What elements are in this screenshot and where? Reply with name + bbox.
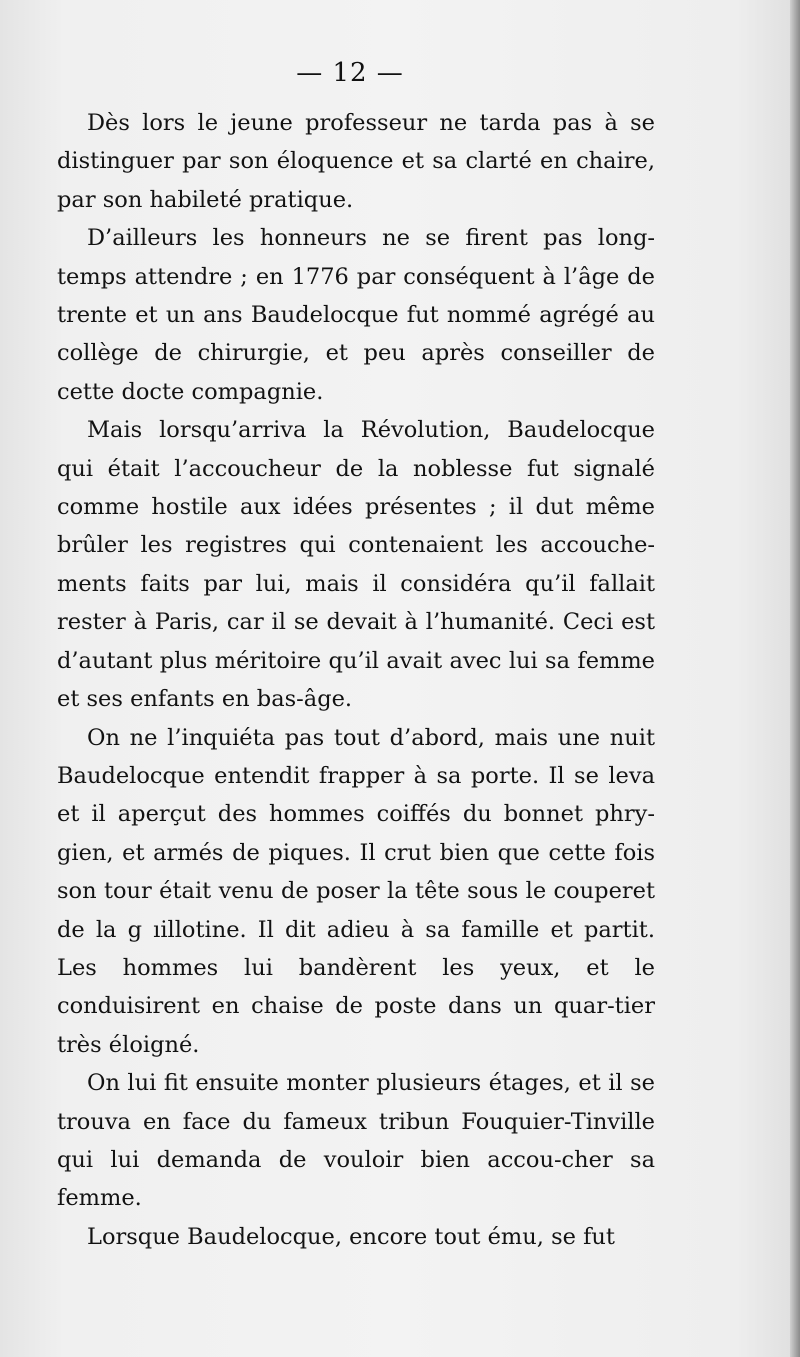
paragraph-5: On lui fit ensuite monter plusieurs étages, et il se trouva en face du fameux tribun Fouquier-Tinville qui lui demanda de vouloir bien accou-cher sa femme. xyxy=(57,1070,655,1212)
paragraph-4: On ne l’inquiéta pas tout d’abord, mais une nuit Baudelocque entendit frapper à sa porte. Il se leva et il aperçut des hommes coiffés du bonnet phry-gien, et armés de piques. Il crut bien que cette fois son tour était venu de poser la tête sous le couperet de la g ıillotine. Il dit adieu à sa famille et partit. Les hommes lui bandèrent les yeux, et le conduisirent en chaise de poste dans un quar-tier très éloigné. xyxy=(57,724,655,1058)
body-text xyxy=(57,104,655,1256)
paragraph-6: Lorsque Baudelocque, encore tout ému, se fut xyxy=(87,1223,615,1250)
paragraph-2: D’ailleurs les honneurs ne se firent pas long-temps attendre ; en 1776 par conséquent à l’âge de trente et un ans Baudelocque fut nommé agrégé au collège de chirurgie, et peu après conseiller de cette docte compagnie. xyxy=(57,225,655,405)
page-edge-shadow xyxy=(790,0,800,1357)
page-number: — 12 — xyxy=(296,58,404,88)
paragraph-3: Mais lorsqu’arriva la Révolution, Baudelocque qui était l’accoucheur de la noblesse fut signalé comme hostile aux idées présentes ; il dut même brûler les registres qui contenaient les accouche-ments faits par lui, mais il considéra qu’il fallait rester à Paris, car il se devait à l’humanité. Ceci est d’autant plus méritoire qu’il avait avec lui sa femme et ses enfants en bas-âge. xyxy=(57,417,655,713)
paragraph-1: Dès lors le jeune professeur ne tarda pas à se distinguer par son éloquence et sa clarté en chaire, par son habileté pratique. xyxy=(57,110,655,213)
